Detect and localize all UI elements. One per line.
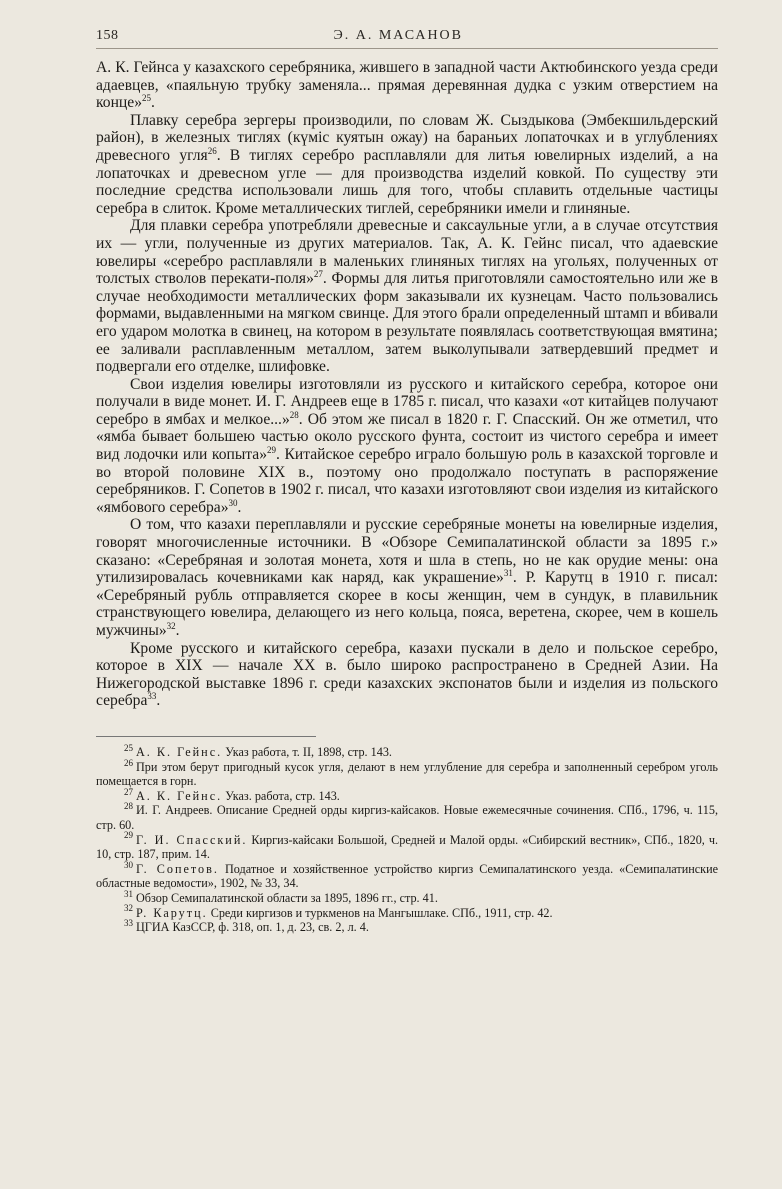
paragraph: Кроме русского и китайского серебра, казахи пускали в дело и польское серебро, которое в XIX — начале XX в. было широко распространено в Средней Азии. На Нижегородской выставке 1896 г. среди казахских экспонатов были и изделия из польского серебра$^{33}$.: [96, 639, 718, 710]
footnote-divider: [96, 736, 316, 737]
page-number: 158: [96, 28, 119, 43]
footnote: $^{28}$ И. Г. Андреев. Описание Средней орды киргиз-кайсаков. Новые ежемесячные сочинения. СПб., 1796, ч. 115, стр. 60.: [96, 801, 718, 832]
paragraph: Свои изделия ювелиры изготовляли из русского и китайского серебра, которое они получали в виде монет. И. Г. Андреев еще в 1785 г. писал, что казахи «от китайцев получают серебро в ямбах и мелкое...»$^{28}$. Об этом же писал в 1820 г. Г. Спасский. Он же отметил, что «ямба бывает большею частью около русского фунта, состоит из чистого серебра и имеет вид лодочки или копыта»$^{29}$. Китайское серебро играло большую роль в казахской торговле и во второй половине XIX в., поэтому оно продолжало поступать в распоряжение серебряников. Г. Сопетов в 1902 г. писал, что казахи изготовляют свои изделия из китайского «ямбового серебра»$^{30}$.: [96, 375, 718, 516]
footnote: $^{27}$ А. К. Гейнс. Указ. работа, стр. 143.: [124, 786, 340, 803]
page-header: [96, 28, 718, 49]
footnote: $^{29}$ Г. И. Спасский. Киргиз-кайсаки Большой, Средней и Малой орды. «Сибирский вестник», СПб., 1820, ч. 10, стр. 187, прим. 14.: [96, 830, 718, 862]
paragraph: А. К. Гейнса у казахского серебряника, жившего в западной части Актюбинского уезда среди адаевцев, «паяльную трубку заменяла... прямая деревянная дудка с узким отверстием на конце»$^{25}$.: [96, 59, 718, 112]
main-text: [96, 59, 718, 710]
footnote: $^{33}$ ЦГИА КазССР, ф. 318, оп. 1, д. 23, св. 2, л. 4.: [124, 918, 369, 935]
paragraph: Плавку серебра зергеры производили, по словам Ж. Сыздыкова (Эмбекшильдерский район), в железных тиглях (күміс куятын ожау) на бараньих лопаточках и в углублениях древесного угля$^{26}$. В тиглях серебро расплавляли для литья ювелирных изделий, а на лопаточках и древесном угле — для производства изделий ковкой. По существу эти последние средства использовали лишь для того, чтобы сплавить отдельные частицы серебра в слиток. Кроме металлических тиглей, серебряники имели и глиняные.: [96, 111, 719, 217]
footnote: $^{30}$ Г. Сопетов. Податное и хозяйственное устройство киргиз Семипалатинского уезда. «Семипалатинские областные ведомости», 1902, № 33, 34.: [96, 859, 718, 891]
footnote: $^{26}$ При этом берут пригодный кусок угля, делают в нем углубление для серебра и заполненный серебром уголь помещается в горн.: [96, 757, 718, 789]
paragraph: Для плавки серебра употребляли древесные и саксаульные угли, а в случае отсутствия их — угли, полученные из других материалов. Так, А. К. Гейнс писал, что адаевские ювелиры «серебро расплавляли в маленьких глиняных тиглях на угольях, полученных от толстых стволов перекати-поля»$^{27}$. Формы для литья приготовляли самостоятельно или же в случае необходимости металлических форм заказывали их кузнецам. Часто пользовались формами, выдавленными на мягком свинце. Для этого брали определенный штамп и вбивали его ударом молотка в свинец, на котором в результате появлялась соответствующая вмятина; ее заливали расплавленным металлом, затем выколупывали затвердевший предмет и подвергали его отделке, шлифовке.: [96, 217, 718, 376]
running-title: Э. А. МАСАНОВ: [333, 28, 464, 43]
footnote: $^{31}$ Обзор Семипалатинской области за 1895, 1896 гг., стр. 41.: [124, 888, 438, 905]
footnote: $^{32}$ Р. Карутц. Среди киргизов и туркменов на Мангышлаке. СПб., 1911, стр. 42.: [124, 903, 553, 920]
footnotes: [96, 742, 718, 935]
footnote: $^{25}$ А. К. Гейнс. Указ работа, т. II, 1898, стр. 143.: [124, 742, 392, 759]
paragraph: О том, что казахи переплавляли и русские серебряные монеты на ювелирные изделия, говорят многочисленные источники. В «Обзоре Семипалатинской области за 1895 г.» сказано: «Серебряная и золотая монета, хотя и шла в степь, но не как орудие мены: она утилизировалась кочевниками как наряд, как украшение»$^{31}$. Р. Карутц в 1910 г. писал: «Серебряный рубль отправляется скорее в косы женщин, чем в сундук, в плавильник странствующего ювелира, делающего из него кольца, пояса, веретена, скорее, чем в кошель мужчины»$^{32}$.: [96, 516, 718, 639]
